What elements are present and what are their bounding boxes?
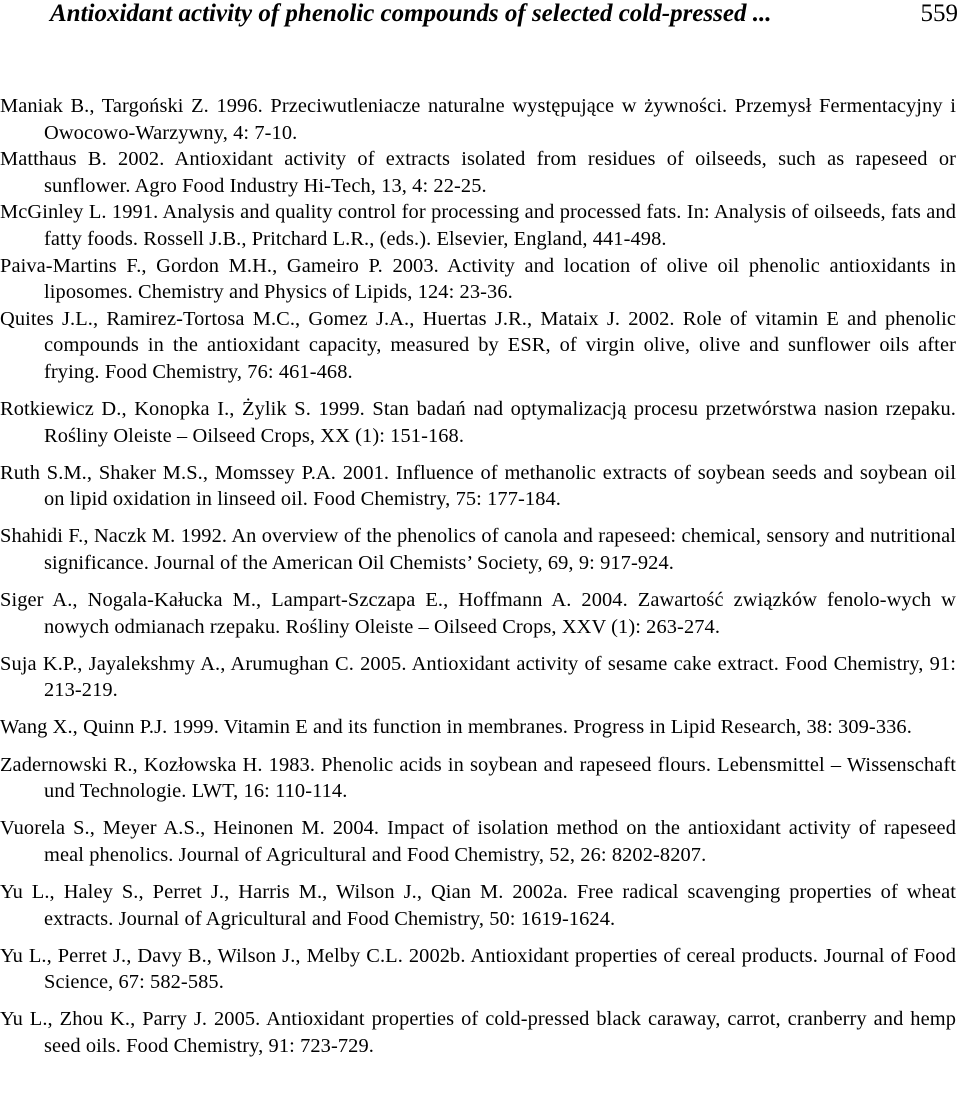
reference-entry: Paiva-Martins F., Gordon M.H., Gameiro P. 2003. Activity and location of olive oil phenolic antioxidants in liposomes. Chemistry and Physics of Lipids, 124: 23-36. — [0, 254, 956, 304]
reference-entry: Quites J.L., Ramirez-Tortosa M.C., Gomez J.A., Huertas J.R., Mataix J. 2002. Role of vitamin E and phenolic compounds in the antioxidant capacity, measured by ESR, of virgin olive, olive and sunflower oils after frying. Food Chemistry, 76: 461-468. — [0, 307, 956, 383]
reference-entry: Ruth S.M., Shaker M.S., Momssey P.A. 2001. Influence of methanolic extracts of soybean seeds and soybean oil on lipid oxidation in linseed oil. Food Chemistry, 75: 177-184. — [0, 461, 956, 511]
reference-entry: Matthaus B. 2002. Antioxidant activity of extracts isolated from residues of oilseeds, such as rapeseed or sunflower. Agro Food Industry Hi-Tech, 13, 4: 22-25. — [0, 148, 956, 197]
reference-entry: Wang X., Quinn P.J. 1999. Vitamin E and its function in membranes. Progress in Lipid Research, 38: 309-336. — [0, 716, 912, 739]
reference-entry: Suja K.P., Jayalekshmy A., Arumughan C. 2005. Antioxidant activity of sesame cake extract. Food Chemistry, 91: 213-219. — [0, 652, 956, 702]
reference-entry: Yu L., Perret J., Davy B., Wilson J., Melby C.L. 2002b. Antioxidant properties of cereal products. Journal of Food Science, 67: 582-585. — [0, 944, 956, 994]
reference-entry: McGinley L. 1991. Analysis and quality control for processing and processed fats. In: Analysis of oilseeds, fats and fatty foods. Rossell J.B., Pritchard L.R., (eds.). Elsevier, England, 441-498. — [0, 201, 956, 250]
reference-entry: Maniak B., Targoński Z. 1996. Przeciwutleniacze naturalne występujące w żywności. Przemysł Fermentacyjny i Owocowo-Warzywny, 4: 7-10. — [0, 95, 956, 144]
reference-entry: Zadernowski R., Kozłowska H. 1983. Phenolic acids in soybean and rapeseed flours. Lebensmittel – Wissenschaft und Technologie. LWT, 16: 110-114. — [0, 753, 956, 803]
reference-entry: Vuorela S., Meyer A.S., Heinonen M. 2004. Impact of isolation method on the antioxidant activity of rapeseed meal phenolics. Journal of Agricultural and Food Chemistry, 52, 26: 8202-8207. — [0, 817, 956, 866]
reference-entry: Rotkiewicz D., Konopka I., Żylik S. 1999. Stan badań nad optymalizacją procesu przetwórstwa nasion rzepaku. Rośliny Oleiste – Oilseed Crops, XX (1): 151-168. — [0, 398, 956, 447]
reference-list — [0, 93, 956, 1060]
reference-entry: Yu L., Haley S., Perret J., Harris M., Wilson J., Qian M. 2002a. Free radical scavenging properties of wheat extracts. Journal of Agricultural and Food Chemistry, 50: 1619-1624. — [0, 880, 956, 930]
reference-entry: Shahidi F., Naczk M. 1992. An overview of the phenolics of canola and rapeseed: chemical, sensory and nutritional significance. Journal of the American Oil Chemists’ Society, 69, 9: 917-924. — [0, 525, 956, 574]
reference-entry: Yu L., Zhou K., Parry J. 2005. Antioxidant properties of cold-pressed black caraway, carrot, cranberry and hemp seed oils. Food Chemistry, 91: 723-729. — [0, 1008, 956, 1057]
running-header-title: Antioxidant activity of phenolic compounds of selected cold-pressed ... — [50, 0, 772, 27]
page-number: 559 — [920, 0, 958, 27]
reference-entry: Siger A., Nogala-Kałucka M., Lampart-Szczapa E., Hoffmann A. 2004. Zawartość związków fenolo-wych w nowych odmianach rzepaku. Rośliny Oleiste – Oilseed Crops, XXV (1): 263-274. — [0, 589, 956, 638]
